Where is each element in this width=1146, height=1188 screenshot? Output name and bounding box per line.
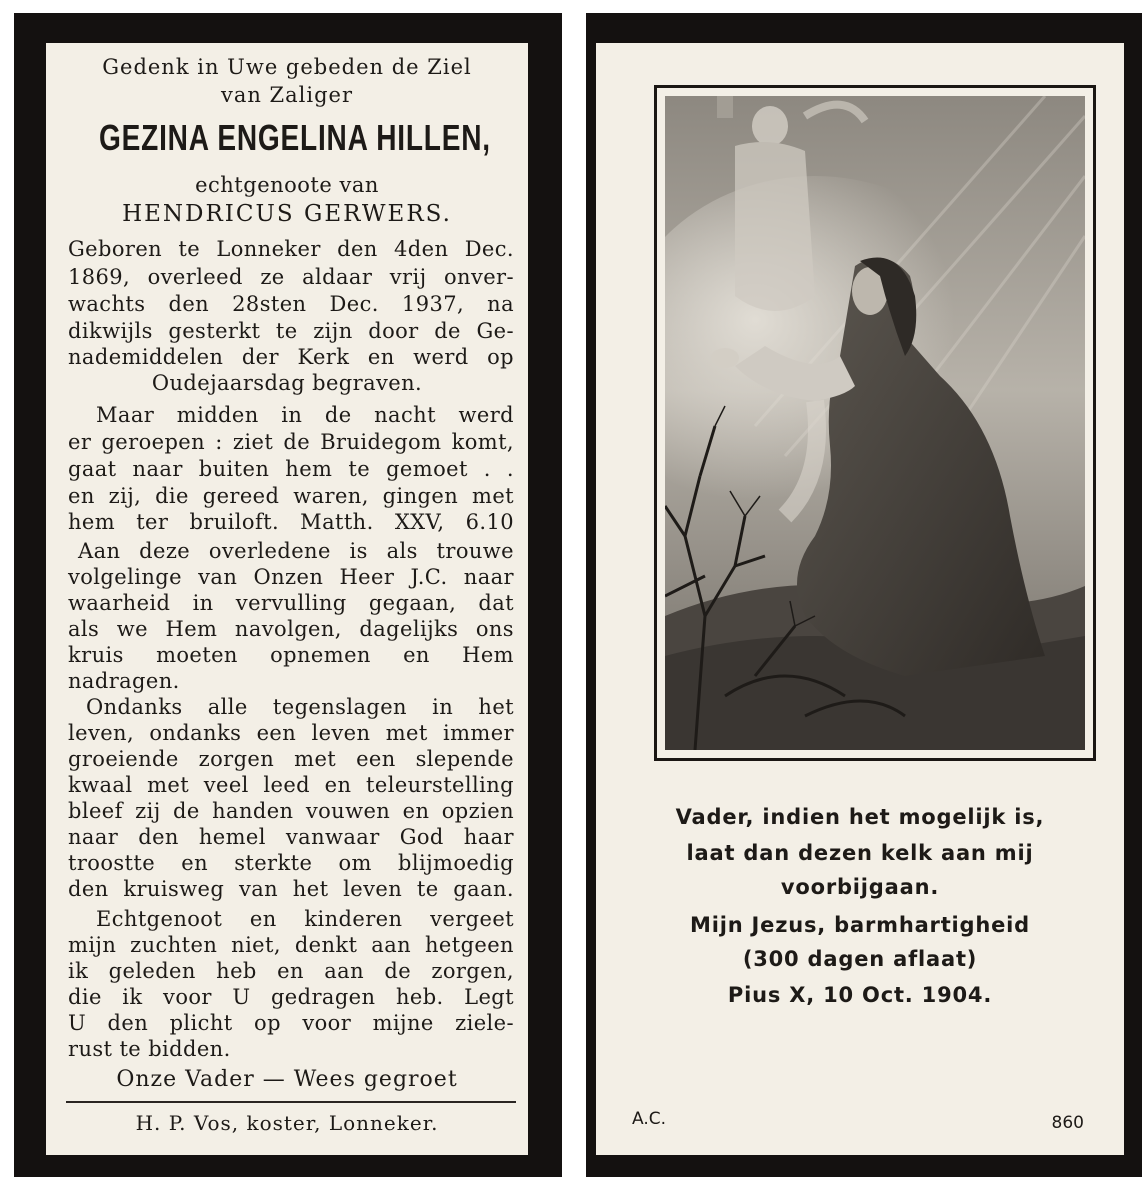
reflection-line: kruis moeten opnemen en Hem <box>68 643 514 667</box>
devotional-image-christ-in-gethsemane <box>665 96 1085 750</box>
devotional-image-frame <box>654 85 1096 761</box>
biography-line: Geboren te Lonneker den 4den Dec. <box>68 237 514 261</box>
scripture-line: gaat naar buiten hem te gemoet . . <box>68 457 514 481</box>
left-card <box>14 13 562 1177</box>
closing-prayers: Onze Vader — Wees gegroet <box>116 1067 458 1092</box>
scripture-line: hem ter bruiloft. Matth. XXV, 6.10 <box>68 510 514 534</box>
deceased-name: GEZINA ENGELINA HILLEN, <box>99 117 491 158</box>
prayer-line: voorbijgaan. <box>780 875 940 899</box>
reflection-line: Aan deze overledene is als trouwe <box>78 539 514 563</box>
gethsemane-illustration <box>665 96 1085 750</box>
header-line: Gedenk in Uwe gebeden de Ziel <box>102 55 472 79</box>
prayer-line: laat dan dezen kelk aan mij <box>686 841 1034 865</box>
scripture-line: en zij, die gereed waren, gingen met <box>68 484 514 508</box>
biography-line: nademiddelen der Kerk en werd op <box>68 345 514 369</box>
reflection-line: kwaal met veel leed en teleurstelling <box>68 773 514 797</box>
reflection-line: als we Hem navolgen, dagelijks ons <box>68 617 514 641</box>
scripture-line: er geroepen : ziet de Bruidegom komt, <box>68 430 514 454</box>
plea-line: rust te bidden. <box>68 1037 231 1061</box>
right-card-panel <box>596 43 1124 1155</box>
spouse-name: HENDRICUS GERWERS. <box>122 201 452 227</box>
card-number: 860 <box>1051 1113 1084 1133</box>
footer-divider <box>66 1101 516 1103</box>
plea-line: Echtgenoot en kinderen vergeet <box>96 907 514 931</box>
plea-line: U den plicht op voor mijne ziele- <box>68 1011 514 1035</box>
header-line: van Zaliger <box>220 83 354 107</box>
biography-line: dikwijls gesterkt te zijn door de Ge- <box>68 319 514 343</box>
reflection-line: bleef zij de handen vouwen en opzien <box>68 799 514 823</box>
plea-line: mijn zuchten niet, denkt aan hetgeen <box>68 933 514 957</box>
reflection-line: waarheid in vervulling gegaan, dat <box>68 591 514 615</box>
relation-text: echtgenoote van <box>195 173 379 197</box>
prayer-line: (300 dagen aflaat) <box>742 947 978 971</box>
printer-mark: A.C. <box>632 1109 667 1129</box>
biography-line: 1869, overleed ze aldaar vrij onver- <box>68 265 514 289</box>
reflection-line: den kruisweg van het leven te gaan. <box>68 877 514 901</box>
prayer-line: Pius X, 10 Oct. 1904. <box>727 983 993 1007</box>
prayer-line: Mijn Jezus, barmhartigheid <box>690 913 1030 937</box>
reflection-line: troostte en sterkte om blijmoedig <box>68 851 514 875</box>
reflection-line: naar den hemel vanwaar God haar <box>68 825 514 849</box>
scripture-line: Maar midden in de nacht werd <box>96 403 514 427</box>
reflection-line: groeiende zorgen met een slepende <box>68 747 514 771</box>
reflection-line: Ondanks alle tegenslagen in het <box>86 695 514 719</box>
plea-line: die ik voor U gedragen heb. Legt <box>68 985 514 1009</box>
left-card-text-panel <box>46 43 528 1155</box>
reflection-line: volgelinge van Onzen Heer J.C. naar <box>68 565 514 589</box>
reflection-line: nadragen. <box>68 669 180 693</box>
right-card <box>586 13 1142 1177</box>
biography-line: Oudejaarsdag begraven. <box>151 371 423 395</box>
printer-credit: H. P. Vos, koster, Lonneker. <box>135 1111 439 1135</box>
biography-line: wachts den 28sten Dec. 1937, na <box>68 292 514 316</box>
plea-line: ik geleden heb en aan de zorgen, <box>68 959 514 983</box>
reflection-line: leven, ondanks een leven met immer <box>68 721 514 745</box>
prayer-line: Vader, indien het mogelijk is, <box>675 805 1045 829</box>
